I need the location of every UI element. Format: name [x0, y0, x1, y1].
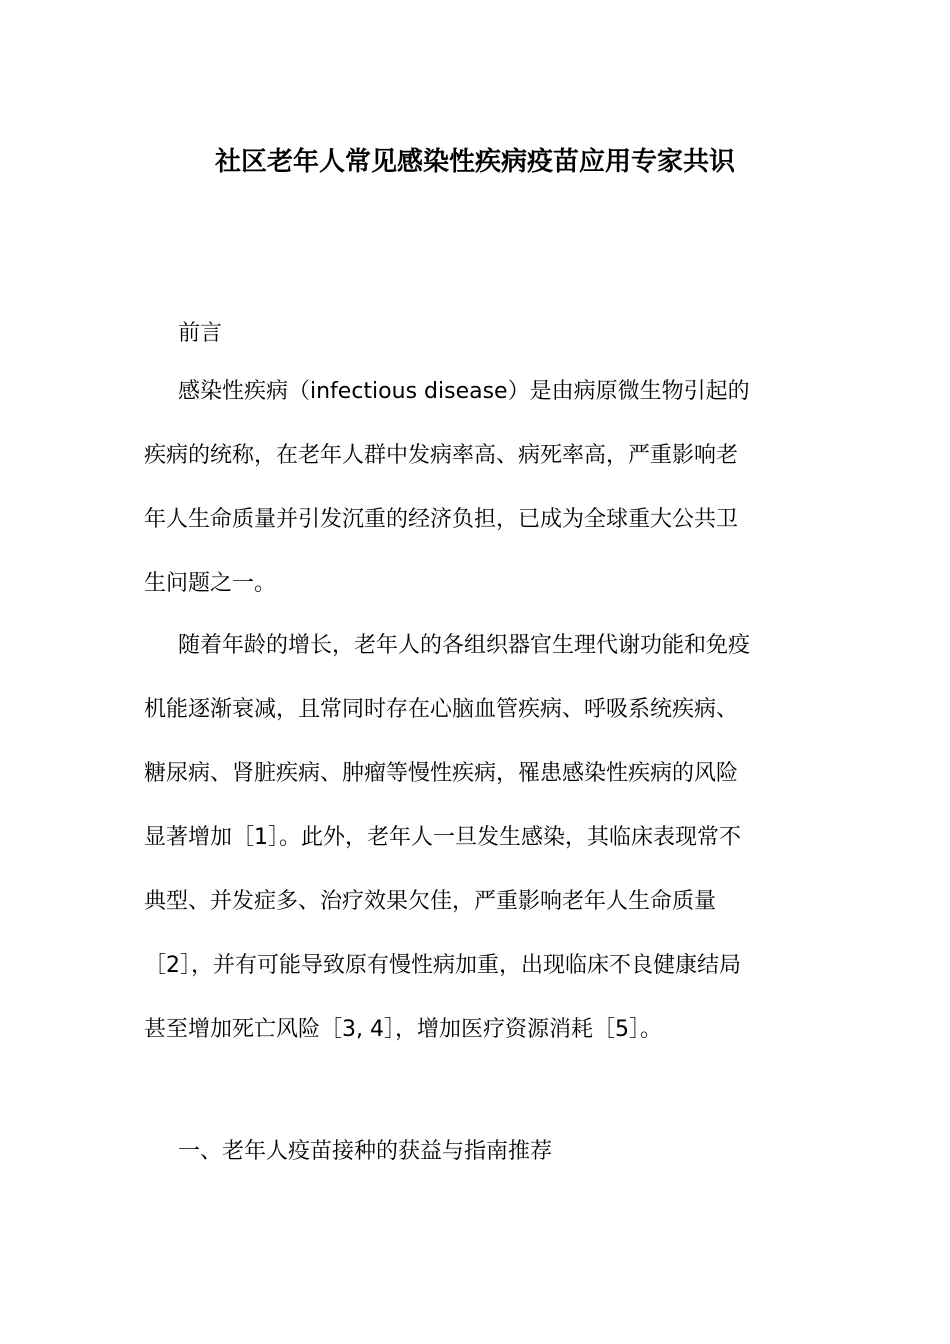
paragraph-2-line: 甚至增加死亡风险［3, 4］，增加医疗资源消耗［5］。 — [144, 1017, 662, 1042]
document-title: 社区老年人常见感染性疾病疫苗应用专家共识 — [214, 147, 735, 177]
paragraph-1-line: 疾病的统称，在老年人群中发病率高、病死率高，严重影响老 — [144, 443, 739, 468]
paragraph-2-line: 糖尿病、肾脏疾病、肿瘤等慢性疾病，罹患感染性疾病的风险 — [144, 761, 739, 786]
paragraph-1-line: 年人生命质量并引发沉重的经济负担，已成为全球重大公共卫 — [144, 507, 739, 532]
section-1-heading: 一、老年人疫苗接种的获益与指南推荐 — [178, 1139, 553, 1164]
paragraph-2-line: ［2］，并有可能导致原有慢性病加重，出现临床不良健康结局 — [144, 953, 741, 978]
paragraph-2-line: 随着年龄的增长，老年人的各组织器官生理代谢功能和免疫 — [178, 633, 751, 658]
paragraph-1 — [144, 360, 810, 616]
paragraph-2-line: 机能逐渐衰减，且常同时存在心脑血管疾病、呼吸系统疾病、 — [144, 697, 739, 722]
paragraph-1-line: 生问题之一。 — [144, 571, 277, 596]
preface-heading: 前言 — [178, 321, 223, 346]
paragraph-1-line: 感染性疾病（infectious disease）是由病原微生物引起的 — [178, 379, 750, 404]
paragraph-2 — [144, 614, 810, 1062]
paragraph-2-line: 典型、并发症多、治疗效果欠佳，严重影响老年人生命质量 — [144, 889, 717, 914]
paragraph-2-line: 显著增加［1］。此外，老年人一旦发生感染，其临床表现常不 — [144, 825, 741, 850]
